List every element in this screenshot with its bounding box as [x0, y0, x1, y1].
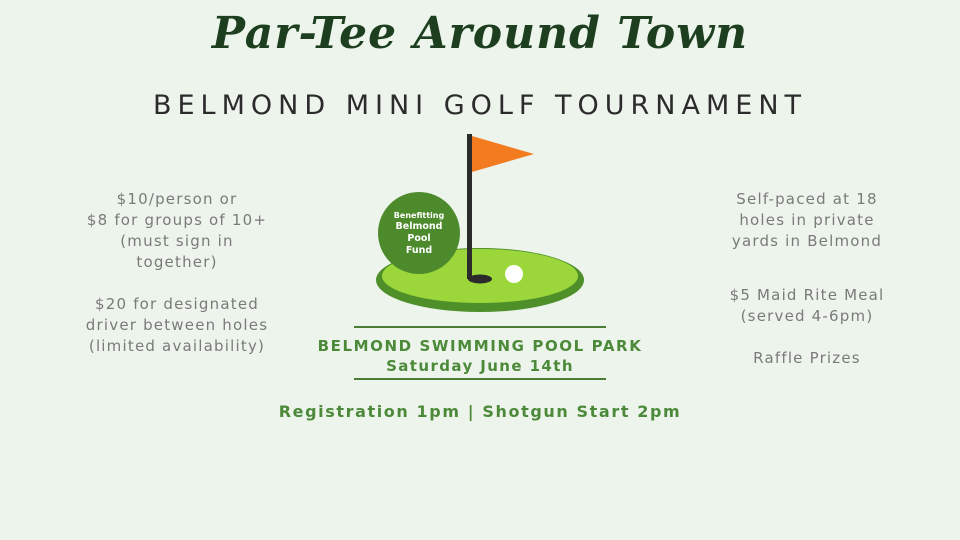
badge-line: Belmond — [395, 220, 443, 232]
golf-flag-icon — [472, 136, 534, 172]
meal-line: (served 4-6pm) — [740, 307, 874, 325]
course-line: Self-paced at 18 — [736, 190, 878, 208]
badge-line: Pool — [407, 232, 431, 244]
driver-line: (limited availability) — [88, 337, 266, 355]
divider-top — [354, 326, 606, 328]
course-info — [692, 189, 922, 252]
pricing-line: $8 for groups of 10+ — [86, 211, 268, 229]
pricing-line: (must sign in — [120, 232, 234, 250]
meal-line: $5 Maid Rite Meal — [729, 286, 885, 304]
schedule-times: Registration 1pm | Shotgun Start 2pm — [278, 402, 682, 421]
badge-line: Fund — [405, 244, 433, 256]
course-line: yards in Belmond — [731, 232, 883, 250]
course-line: holes in private — [739, 211, 875, 229]
event-title: Par-Tee Around Town — [211, 8, 749, 59]
golf-ball-icon — [505, 265, 523, 283]
left-info-column — [52, 189, 302, 357]
meal-info — [692, 285, 922, 327]
right-info-column — [692, 189, 922, 369]
venue-name: BELMOND SWIMMING POOL PARK — [317, 337, 643, 355]
badge-line: Benefitting — [393, 210, 445, 220]
raffle-info: Raffle Prizes — [753, 349, 861, 367]
event-date: Saturday June 14th — [386, 357, 574, 375]
pricing-line: $10/person or — [116, 190, 238, 208]
divider-bottom — [354, 378, 606, 380]
pricing-info — [52, 189, 302, 273]
driver-info — [52, 294, 302, 357]
driver-line: $20 for designated — [95, 295, 259, 313]
pricing-line: together) — [136, 253, 218, 271]
flag-pole — [467, 134, 472, 279]
event-subtitle: BELMOND MINI GOLF TOURNAMENT — [152, 90, 808, 121]
driver-line: driver between holes — [85, 316, 269, 334]
benefit-badge — [378, 192, 460, 274]
